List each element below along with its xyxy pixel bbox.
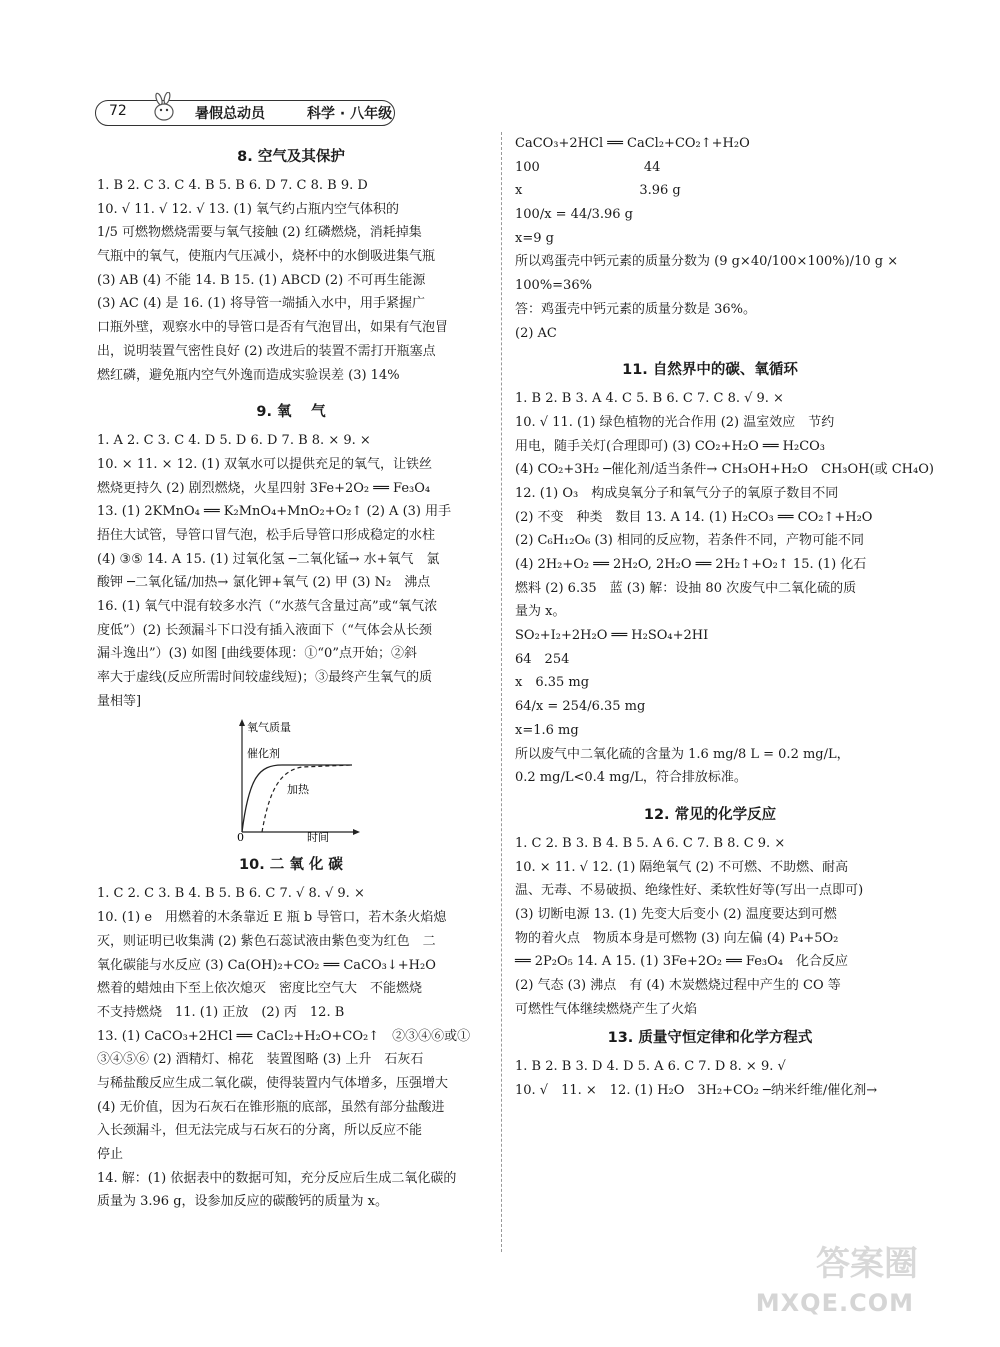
answer-line: ══ 2P₂O₅ 14. A 15. (1) 3Fe+2O₂ ══ Fe₃O₄ 化合反应 bbox=[515, 954, 849, 970]
x-axis-arrow bbox=[353, 829, 360, 835]
page-number: 72 bbox=[109, 103, 127, 119]
answer-line: 用电，随手关灯(合理即可) (3) CO₂+H₂O ══ H₂CO₃ bbox=[515, 438, 826, 454]
answer-line: x=1.6 mg bbox=[515, 722, 579, 738]
answer-line: 64 254 bbox=[515, 651, 570, 667]
graph-x-label: 时间 bbox=[307, 831, 329, 843]
section-8-title: 8. 空气及其保护 bbox=[237, 149, 345, 165]
answer-line: (4) 2H₂+O₂ ══ 2H₂O, 2H₂O ══ 2H₂↑+O₂↑ 15. (1) 化石 bbox=[515, 557, 867, 572]
answer-line: 量相等] bbox=[97, 693, 142, 709]
watermark-text: MXQE.COM bbox=[755, 1289, 914, 1317]
answer-line: CaCO₃+2HCl ══ CaCl₂+CO₂↑+H₂O bbox=[515, 136, 750, 151]
answer-line: 12. (1) O₃ 构成臭氧分子和氧气分子的氧原子数目不同 bbox=[515, 485, 839, 501]
answer-line: 燃红磷，避免瓶内空气外逸而造成实验误差 (3) 14% bbox=[97, 367, 400, 383]
section-13-body bbox=[515, 1055, 905, 1102]
answer-line: 燃着的蜡烛由下至上依次熄灭 密度比空气大 不能燃烧 bbox=[97, 981, 423, 997]
answer-line: (3) AB (4) 不能 14. B 15. (1) ABCD (2) 不可再生能源 bbox=[97, 272, 426, 288]
answer-line: 0.2 mg/L<0.4 mg/L，符合排放标准。 bbox=[515, 770, 747, 786]
left-column bbox=[97, 140, 485, 1214]
column-divider bbox=[501, 132, 502, 1252]
answer-line: 与稀盐酸反应生成二氧化碳，使得装置内气体增多，压强增大 bbox=[97, 1075, 449, 1091]
answer-line: 所以鸡蛋壳中钙元素的质量分数为 (9 g×40/100×100%)/10 g × bbox=[515, 254, 899, 270]
oxygen-mass-graph bbox=[97, 717, 485, 842]
answer-line: 64/x = 254/6.35 mg bbox=[515, 699, 646, 715]
y-axis-arrow bbox=[239, 719, 245, 726]
heating-curve bbox=[262, 765, 352, 832]
answer-line: (4) CO₂+3H₂ ─催化剂/适当条件→ CH₃OH+H₂O CH₃OH(或 CH₄O) bbox=[515, 462, 934, 478]
answer-line: 1. C 2. B 3. B 4. B 5. A 6. C 7. B 8. C 9. × bbox=[515, 835, 786, 851]
answer-line: 物的着火点 物质本身是可燃物 (3) 向左偏 (4) P₄+5O₂ bbox=[515, 930, 839, 946]
answer-line: 1. B 2. B 3. A 4. C 5. B 6. C 7. C 8. √ 9. × bbox=[515, 391, 784, 407]
answer-line: (2) C₆H₁₂O₆ (3) 相同的反应物，若条件不同，产物可能不同 bbox=[515, 533, 865, 549]
header-subject: 科学 · 八年级 bbox=[307, 106, 393, 122]
answer-line: (2) 不变 种类 数目 13. A 14. (1) H₂CO₃ ══ CO₂↑+H₂O bbox=[515, 509, 873, 525]
answer-line: 可燃性气体继续燃烧产生了火焰 bbox=[515, 1001, 698, 1017]
answer-line: 1. B 2. B 3. D 4. D 5. A 6. C 7. D 8. × 9. √ bbox=[515, 1059, 786, 1075]
answer-line: x=9 g bbox=[515, 230, 554, 246]
answer-line: (2) AC bbox=[515, 325, 557, 341]
answer-line: 酸钾 ─二氧化锰/加热→ 氯化钾+氧气 (2) 甲 (3) N₂ 沸点 bbox=[97, 575, 431, 591]
right-column bbox=[515, 132, 934, 1103]
answer-line: 口瓶外壁，观察水中的导管口是否有气泡冒出，如果有气泡冒 bbox=[97, 320, 449, 336]
answer-line: (3) AC (4) 是 16. (1) 将导管一端插入水中，用手紧握广 bbox=[97, 296, 426, 312]
graph-label-heat: 加热 bbox=[287, 783, 309, 797]
answer-line: 1/5 可燃物燃烧需要与氧气接触 (2) 红磷燃烧，消耗掉集 bbox=[97, 225, 422, 241]
answer-line: 燃烧更持久 (2) 剧烈燃烧，火星四射 3Fe+2O₂ ══ Fe₃O₄ bbox=[97, 480, 431, 496]
answer-line: 漏斗逸出”）(3) 如图 [曲线要体现：①“0”点开始；②斜 bbox=[97, 646, 417, 662]
answer-line: 出，说明装置气密性良好 (2) 改进后的装置不需打开瓶塞点 bbox=[97, 343, 436, 359]
section-8-body bbox=[97, 174, 485, 387]
answer-line: 14. 解：(1) 依据表中的数据可知，充分反应后生成二氧化碳的 bbox=[97, 1170, 457, 1186]
answer-line: x 3.96 g bbox=[515, 183, 681, 199]
answer-line: 13. (1) CaCO₃+2HCl ══ CaCl₂+H₂O+CO₂↑ ②③④⑥或① bbox=[97, 1028, 471, 1044]
answer-line: 10. √ 11. × 12. (1) H₂O 3H₂+CO₂ ─纳米纤维/催化剂→ bbox=[515, 1083, 878, 1099]
answer-line: 100 44 bbox=[515, 159, 661, 175]
section-11-body bbox=[515, 387, 934, 790]
header-brand: 暑假总动员 bbox=[195, 106, 265, 122]
answer-line: 率大于虚线(反应所需时间较虚线短)；③最终产生氧气的质 bbox=[97, 670, 433, 686]
answer-line: 1. A 2. C 3. C 4. D 5. D 6. D 7. B 8. × 9. × bbox=[97, 433, 371, 449]
answer-line: 入长颈漏斗，但无法完成与石灰石的分离，所以反应不能 bbox=[97, 1123, 423, 1139]
section-9-title: 9. 氧 气 bbox=[256, 404, 326, 421]
watermark bbox=[755, 1244, 960, 1333]
answer-line: 答：鸡蛋壳中钙元素的质量分数是 36%。 bbox=[515, 301, 757, 317]
mascot-icon bbox=[147, 92, 181, 126]
graph-origin: 0 bbox=[237, 831, 244, 843]
answer-line: 所以废气中二氧化硫的含量为 1.6 mg/8 L = 0.2 mg/L， bbox=[515, 746, 850, 762]
section-12-title: 12. 常见的化学反应 bbox=[643, 806, 777, 823]
section-12-body bbox=[515, 832, 905, 1022]
answer-line: 温、无毒、不易破损、绝缘性好、柔软性好等(写出一点即可) bbox=[515, 883, 864, 899]
answer-line: 10. √ 11. √ 12. √ 13. (1) 氧气约占瓶内空气体积的 bbox=[97, 201, 400, 217]
answer-line: x 6.35 mg bbox=[515, 675, 590, 691]
answer-line: 停止 bbox=[97, 1147, 124, 1162]
graph-svg bbox=[97, 717, 485, 842]
watermark-logo: 答案圈 bbox=[816, 1244, 918, 1284]
answer-line: 质量为 3.96 g，设参加反应的碳酸钙的质量为 x。 bbox=[97, 1194, 388, 1210]
graph-y-label: 氧气质量 bbox=[247, 721, 291, 735]
answer-line: 100%=36% bbox=[515, 278, 592, 294]
answer-line: SO₂+I₂+2H₂O ══ H₂SO₄+2HI bbox=[515, 628, 709, 644]
calc-body bbox=[515, 132, 905, 345]
answer-line: (2) 气态 (3) 沸点 有 (4) 木炭燃烧过程中产生的 CO 等 bbox=[515, 978, 841, 993]
section-13-title: 13. 质量守恒定律和化学方程式 bbox=[607, 1030, 813, 1047]
answer-line: 度低”）(2) 长颈漏斗下口没有插入液面下（“气体会从长颈 bbox=[97, 622, 432, 638]
graph-label-catalyst: 催化剂 bbox=[247, 747, 280, 761]
answer-line: (4) ③⑤ 14. A 15. (1) 过氧化氢 ─二氧化锰→ 水+氧气 氯 bbox=[97, 551, 440, 567]
answer-line: 16. (1) 氧气中混有较多水汽（“水蒸气含量过高”或“氧气浓 bbox=[97, 599, 438, 614]
answer-line: 10. (1) e 用燃着的木条靠近 E 瓶 b 导管口，若木条火焰熄 bbox=[97, 910, 447, 926]
answer-line: 10. × 11. × 12. (1) 双氧水可以提供充足的氧气，让铁丝 bbox=[97, 456, 433, 472]
section-10-body bbox=[97, 882, 485, 1214]
answer-line: 1. C 2. C 3. B 4. B 5. B 6. C 7. √ 8. √ 9. × bbox=[97, 886, 365, 902]
answer-line: 燃料 (2) 6.35 蓝 (3) 解：设抽 80 次废气中二氧化硫的质 bbox=[515, 580, 857, 596]
section-10-title: 10. 二 氧 化 碳 bbox=[239, 857, 343, 874]
page-header bbox=[95, 98, 505, 128]
answer-line: 10. × 11. √ 12. (1) 隔绝氧气 (2) 不可燃、不助燃、耐高 bbox=[515, 859, 849, 875]
section-11-title: 11. 自然界中的碳、氧循环 bbox=[622, 362, 798, 379]
answer-line: 13. (1) 2KMnO₄ ══ K₂MnO₄+MnO₂+O₂↑ (2) A (3) 用手 bbox=[97, 504, 452, 520]
answer-line: 1. B 2. C 3. C 4. B 5. B 6. D 7. C 8. B 9. D bbox=[97, 178, 368, 193]
answer-line: (4) 无价值，因为石灰石在锥形瓶的底部，虽然有部分盐酸进 bbox=[97, 1099, 445, 1115]
answer-line: 捂住大试管，导管口冒气泡，松手后导管口形成稳定的水柱 bbox=[97, 527, 436, 543]
section-9-body bbox=[97, 429, 485, 713]
answer-line: 气瓶中的氧气，使瓶内气压减小，烧杯中的水倒吸进集气瓶 bbox=[97, 249, 436, 265]
answer-line: 100/x = 44/3.96 g bbox=[515, 207, 634, 223]
answer-line: 10. √ 11. (1) 绿色植物的光合作用 (2) 温室效应 节约 bbox=[515, 414, 835, 430]
answer-line: 不支持燃烧 11. (1) 正放 (2) 丙 12. B bbox=[97, 1004, 345, 1020]
answer-line: 灭，则证明已收集满 (2) 紫色石蕊试液由紫色变为红色 二 bbox=[97, 933, 436, 949]
answer-line: 量为 x。 bbox=[515, 604, 566, 620]
answer-line: ③④⑤⑥ (2) 酒精灯、棉花 装置图略 (3) 上升 石灰石 bbox=[97, 1052, 424, 1068]
catalyst-curve bbox=[242, 765, 352, 832]
answer-line: (3) 切断电源 13. (1) 先变大后变小 (2) 温度要达到可燃 bbox=[515, 906, 837, 922]
answer-line: 氧化碳能与水反应 (3) Ca(OH)₂+CO₂ ══ CaCO₃↓+H₂O bbox=[97, 957, 436, 973]
